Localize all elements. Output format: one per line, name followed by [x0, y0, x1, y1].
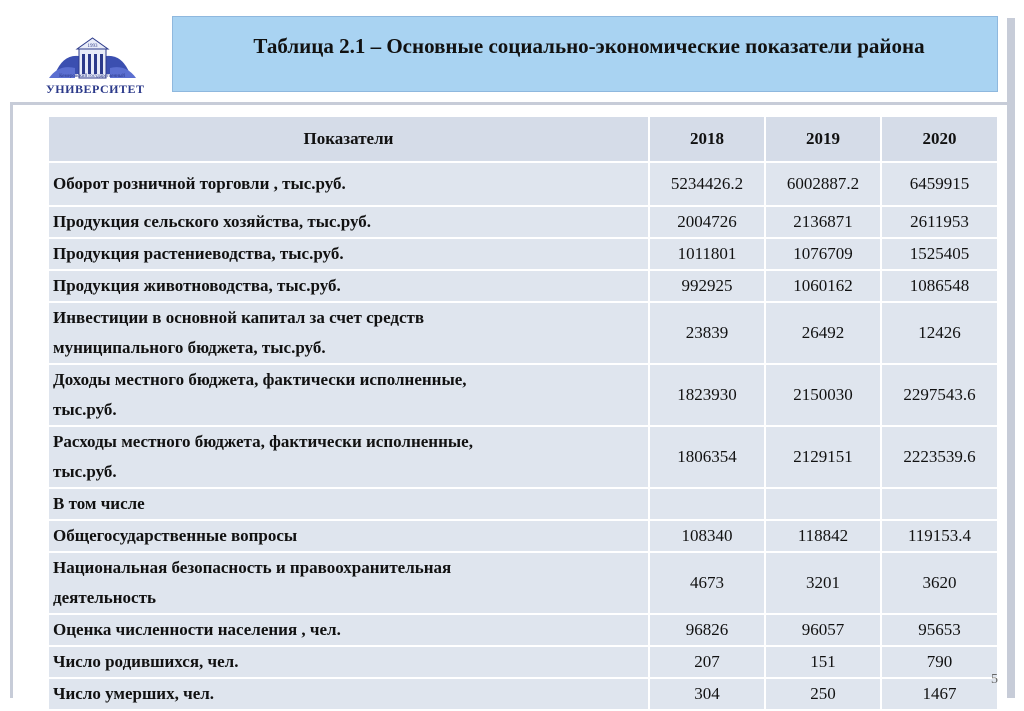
row-label-line1: Инвестиции в основной капитал за счет средств: [53, 308, 425, 327]
cell-2020: 1086548: [881, 270, 998, 302]
cell-2020: 12426: [881, 302, 998, 364]
logo-caption: Кемеровский государственный: [59, 74, 125, 79]
row-label-line2: деятельность: [53, 588, 156, 607]
table-row: [48, 302, 998, 364]
header-2020: 2020: [881, 116, 998, 162]
row-label: Оборот розничной торговли , тыс.руб.: [48, 162, 649, 206]
cell-2018: 992925: [649, 270, 765, 302]
cell-2019: 96057: [765, 614, 881, 646]
cell-2018: 304: [649, 678, 765, 710]
table-row: [48, 678, 998, 710]
table-row: [48, 552, 998, 614]
cell-2020: 119153.4: [881, 520, 998, 552]
row-label-line2: тыс.руб.: [53, 400, 117, 419]
table-row: [48, 614, 998, 646]
cell-2020: 1525405: [881, 238, 998, 270]
cell-2018: 23839: [649, 302, 765, 364]
table-row: [48, 270, 998, 302]
row-label: Продукция растениеводства, тыс.руб.: [48, 238, 649, 270]
header-indicators: Показатели: [48, 116, 649, 162]
cell-2020: 1467: [881, 678, 998, 710]
cell-2019: 3201: [765, 552, 881, 614]
row-label: Число родившихся, чел.: [48, 646, 649, 678]
cell-2018: 5234426.2: [649, 162, 765, 206]
row-label-line1: Доходы местного бюджета, фактически исполненные,: [53, 370, 467, 389]
cell-2019: 118842: [765, 520, 881, 552]
cell-2018: 1011801: [649, 238, 765, 270]
slide-frame-right: [1007, 18, 1015, 698]
row-label-line1: Расходы местного бюджета, фактически исполненные,: [53, 432, 473, 451]
cell-2018: 2004726: [649, 206, 765, 238]
cell-2019: 2129151: [765, 426, 881, 488]
cell-2020: 6459915: [881, 162, 998, 206]
slide-frame-left: [10, 102, 13, 698]
header-2019: 2019: [765, 116, 881, 162]
page-title: Таблица 2.1 – Основные социально-экономические показатели района: [253, 33, 925, 58]
table-row: [48, 520, 998, 552]
row-label: Оценка численности населения , чел.: [48, 614, 649, 646]
cell-2020: 3620: [881, 552, 998, 614]
row-label: Общегосударственные вопросы: [48, 520, 649, 552]
logo-year: 1993: [87, 44, 98, 49]
row-label: Продукция животноводства, тыс.руб.: [48, 270, 649, 302]
cell-2019: 1076709: [765, 238, 881, 270]
header-2018: 2018: [649, 116, 765, 162]
table-row: [48, 488, 998, 520]
table-row: [48, 426, 998, 488]
cell-2020: 790: [881, 646, 998, 678]
cell-2020: 2611953: [881, 206, 998, 238]
row-label-line2: тыс.руб.: [53, 462, 117, 481]
cell-2020: [881, 488, 998, 520]
cell-2018: 4673: [649, 552, 765, 614]
cell-2018: 108340: [649, 520, 765, 552]
cell-2019: [765, 488, 881, 520]
cell-2020: 2297543.6: [881, 364, 998, 426]
row-label: Число умерших, чел.: [48, 678, 649, 710]
row-label-line1: Национальная безопасность и правоохранительная: [53, 558, 452, 577]
cell-2018: 1823930: [649, 364, 765, 426]
table-row: [48, 206, 998, 238]
row-label: [48, 302, 649, 364]
cell-2018: 207: [649, 646, 765, 678]
logo-text: УНИВЕРСИТЕТ: [46, 82, 145, 96]
table-row: [48, 238, 998, 270]
row-label: [48, 364, 649, 426]
table-row: [48, 364, 998, 426]
cell-2018: [649, 488, 765, 520]
table-header-row: [48, 116, 998, 162]
row-label: [48, 426, 649, 488]
cell-2019: 2150030: [765, 364, 881, 426]
cell-2018: 1806354: [649, 426, 765, 488]
cell-2019: 151: [765, 646, 881, 678]
cell-2019: 1060162: [765, 270, 881, 302]
table-row: [48, 646, 998, 678]
row-label: Продукция сельского хозяйства, тыс.руб.: [48, 206, 649, 238]
row-label: В том числе: [48, 488, 649, 520]
cell-2020: 95653: [881, 614, 998, 646]
indicators-table: [47, 115, 999, 711]
cell-2019: 26492: [765, 302, 881, 364]
cell-2019: 6002887.2: [765, 162, 881, 206]
table-row: [48, 162, 998, 206]
cell-2019: 2136871: [765, 206, 881, 238]
row-label: [48, 552, 649, 614]
slide-frame-divider: [10, 102, 1015, 105]
cell-2019: 250: [765, 678, 881, 710]
row-label-line2: муниципального бюджета, тыс.руб.: [53, 338, 326, 357]
cell-2018: 96826: [649, 614, 765, 646]
title-banner: [172, 16, 998, 92]
page-number: 5: [991, 672, 998, 687]
cell-2020: 2223539.6: [881, 426, 998, 488]
